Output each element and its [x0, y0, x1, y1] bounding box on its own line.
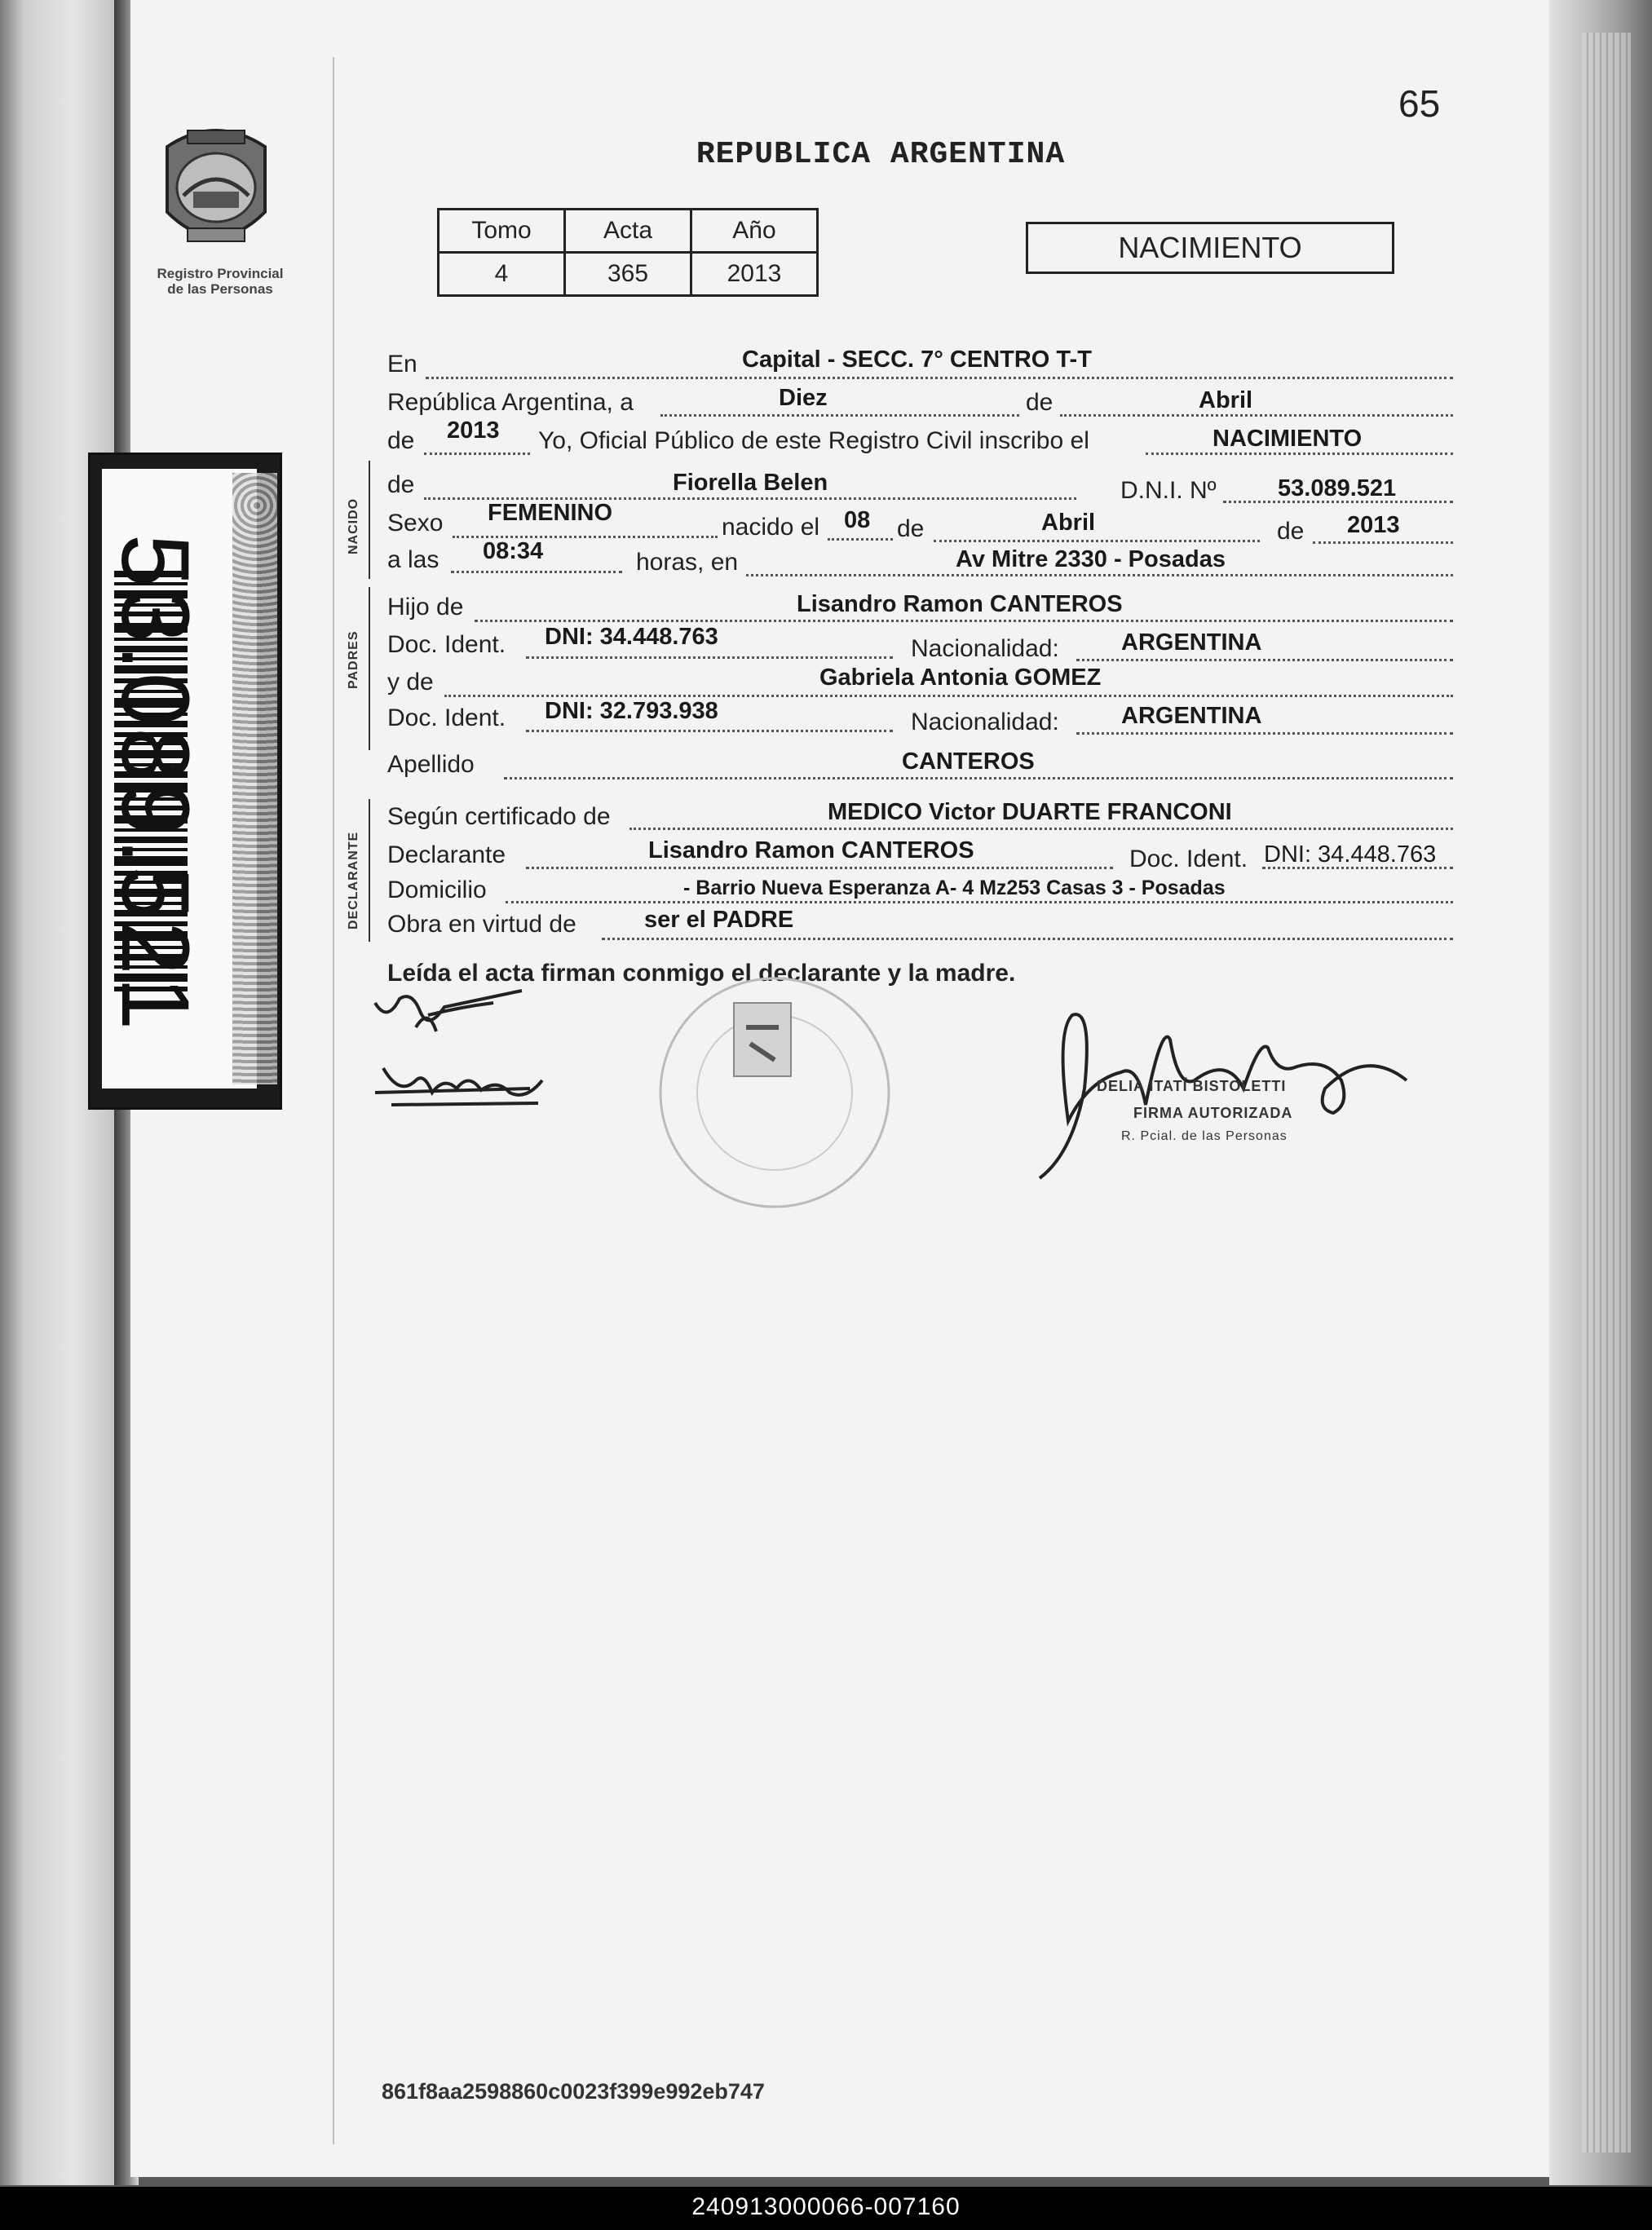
value-tipo: NACIMIENTO	[1212, 426, 1363, 452]
label-obra: Obra en virtud de	[387, 911, 576, 938]
label-de-mes: de	[897, 515, 925, 542]
label-apellido: Apellido	[387, 751, 475, 778]
label-doc-ident-declarante: Doc. Ident.	[1129, 846, 1248, 872]
stamp-registry: R. Pcial. de las Personas	[1121, 1129, 1288, 1143]
footer-bar	[0, 2187, 1652, 2230]
value-nombre: Fiorella Belen	[673, 470, 828, 496]
official-seal-icon	[636, 970, 913, 1215]
label-horas-en: horas, en	[636, 549, 739, 576]
dotted-line	[828, 538, 893, 541]
value-madre: Gabriela Antonia GOMEZ	[819, 665, 1102, 691]
label-declarante: Declarante	[387, 841, 506, 868]
section-divider	[369, 799, 370, 942]
dotted-line	[504, 777, 1453, 779]
label-hijo-de: Hijo de	[387, 594, 464, 620]
dotted-line	[526, 656, 893, 659]
label-pattern	[232, 473, 277, 1084]
dotted-line	[746, 574, 1453, 576]
label-nacido-el: nacido el	[722, 514, 820, 541]
label-yo-oficial: Yo, Oficial Público de este Registro Civil inscribo el	[538, 427, 1089, 454]
value-lugar: Capital - SECC. 7° CENTRO T-T	[742, 347, 1092, 373]
margin-rule	[333, 57, 334, 2144]
anio-value: 2013	[691, 253, 818, 296]
dotted-line	[602, 938, 1453, 940]
value-certificado: MEDICO Victor DUARTE FRANCONI	[828, 799, 1232, 825]
tomo-header: Tomo	[439, 210, 565, 253]
value-apellido: CANTEROS	[902, 748, 1035, 775]
label-de: de	[1026, 389, 1053, 416]
label-nacionalidad-madre: Nacionalidad:	[911, 709, 1059, 735]
mother-signature-icon	[367, 1056, 554, 1121]
value-declarante: Lisandro Ramon CANTEROS	[648, 837, 974, 863]
dotted-line	[426, 377, 1453, 379]
value-padre: Lisandro Ramon CANTEROS	[797, 591, 1123, 617]
label-dni: D.N.I. Nº	[1120, 477, 1217, 504]
value-domicilio: - Barrio Nueva Esperanza A- 4 Mz253 Casas 3 - Posadas	[683, 877, 1226, 899]
label-de-name: de	[387, 471, 415, 498]
dotted-line	[475, 620, 1453, 622]
value-dia: Diez	[779, 385, 828, 411]
document-title: REPUBLICA ARGENTINA	[696, 137, 1066, 172]
label-nacionalidad-padre: Nacionalidad:	[911, 635, 1059, 662]
section-nacido: NACIDO	[347, 497, 360, 554]
section-declarante: DECLARANTE	[347, 831, 360, 930]
section-divider	[369, 587, 370, 750]
value-madre-doc: DNI: 32.793.938	[545, 698, 718, 724]
value-nac-mes: Abril	[1041, 510, 1096, 536]
dotted-line	[424, 453, 530, 455]
dotted-line	[1076, 659, 1453, 661]
page-number: 65	[1398, 82, 1441, 125]
emblem-caption	[122, 266, 318, 297]
tomo-value: 4	[439, 253, 565, 296]
value-padre-doc: DNI: 34.448.763	[545, 624, 718, 650]
label-y-de: y de	[387, 669, 434, 695]
section-divider	[369, 461, 370, 579]
value-madre-nac: ARGENTINA	[1121, 703, 1262, 729]
dotted-line	[506, 901, 1453, 903]
closing-statement: Leída el acta firman conmigo el declarante y la madre.	[387, 960, 1016, 987]
record-type-box: NACIMIENTO	[1026, 222, 1394, 274]
dotted-line	[660, 414, 1019, 417]
acta-header: Acta	[565, 210, 691, 253]
value-padre-nac: ARGENTINA	[1121, 629, 1262, 656]
value-hora: 08:34	[483, 538, 544, 564]
label-a-las: a las	[387, 546, 440, 573]
label-domicilio: Domicilio	[387, 877, 487, 903]
stamp-signature-authorized: FIRMA AUTORIZADA	[1133, 1105, 1293, 1121]
dotted-line	[629, 828, 1453, 830]
provincial-emblem-icon	[151, 114, 281, 261]
document-hash: 861f8aa2598860c0023f399e992eb747	[382, 2079, 765, 2104]
anio-header: Año	[691, 210, 818, 253]
page-edge-lines	[1582, 33, 1631, 2153]
emblem-caption-line2: de las Personas	[167, 281, 273, 297]
dotted-line	[444, 695, 1453, 697]
value-dni: 53.089.521	[1278, 475, 1397, 501]
value-mes: Abril	[1199, 387, 1253, 413]
value-declarante-doc: DNI: 34.448.763	[1264, 841, 1437, 868]
label-de-anio: de	[1277, 518, 1305, 545]
barcode-number: 53.089.521	[101, 533, 209, 1032]
dotted-line	[451, 571, 622, 573]
label-segun: Según certificado de	[387, 803, 611, 830]
dotted-line	[1076, 732, 1453, 735]
dotted-line	[934, 540, 1260, 542]
stamp-official-name: DELIA ITATÍ BISTOLETTI	[1097, 1078, 1287, 1094]
label-de-year: de	[387, 427, 415, 454]
footer-id: 240913000066-007160	[691, 2193, 961, 2220]
label-en: En	[387, 351, 417, 378]
record-reference-table	[437, 208, 819, 297]
emblem-caption-line1: Registro Provincial	[157, 266, 284, 281]
section-padres: PADRES	[347, 630, 360, 689]
label-doc-ident-padre: Doc. Ident.	[387, 631, 506, 658]
dotted-line	[1060, 414, 1453, 417]
value-nac-dia: 08	[844, 507, 871, 533]
value-anio: 2013	[447, 417, 500, 444]
value-sexo: FEMENINO	[488, 500, 613, 526]
value-obra: ser el PADRE	[644, 907, 794, 933]
dotted-line	[526, 867, 1113, 869]
label-republica: República Argentina, a	[387, 389, 634, 416]
acta-value: 365	[565, 253, 691, 296]
dotted-line	[526, 730, 893, 732]
dotted-line	[1313, 541, 1453, 544]
declarant-signature-icon	[371, 983, 542, 1048]
value-nac-anio: 2013	[1347, 512, 1400, 538]
label-sexo: Sexo	[387, 510, 444, 537]
dotted-line	[1146, 453, 1453, 455]
label-doc-ident-madre: Doc. Ident.	[387, 704, 506, 731]
value-lugar-nac: Av Mitre 2330 - Posadas	[956, 546, 1226, 572]
